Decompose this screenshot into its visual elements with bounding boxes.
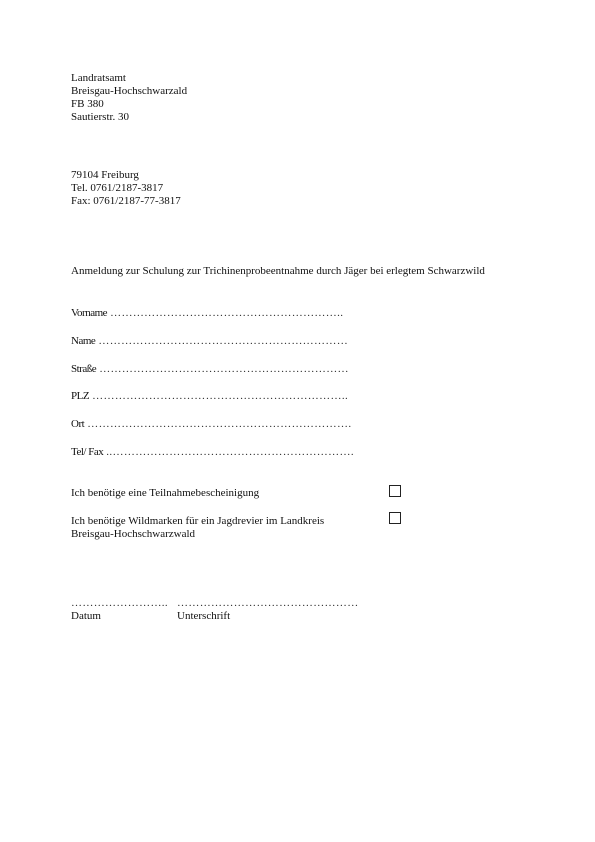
contact-phone: Tel. 0761/2187-3817 xyxy=(71,182,164,194)
field-tel-fax-line[interactable]: ..………………………………………………………. xyxy=(103,446,354,458)
wildmarken-label-line-1: Ich benötige Wildmarken für ein Jagdrevier im Landkreis xyxy=(71,515,325,527)
wildmarken-label xyxy=(71,515,324,541)
address-line-office: Landratsamt xyxy=(71,72,126,84)
participation-label: Ich benötige eine Teilnahmebescheinigung xyxy=(71,487,260,499)
date-field[interactable] xyxy=(71,597,168,623)
contact-block xyxy=(71,169,181,208)
field-plz-label: PLZ xyxy=(71,390,90,402)
field-ort[interactable] xyxy=(71,418,351,431)
field-plz-line[interactable]: ………………………………………………………….. xyxy=(89,390,349,402)
field-tel-fax-label: Tel/ Fax xyxy=(71,446,104,458)
field-tel-fax[interactable] xyxy=(71,446,354,459)
field-vorname-label: Vorname xyxy=(71,307,108,319)
field-plz[interactable] xyxy=(71,390,348,403)
field-strasse-line[interactable]: ………………………………………………………… xyxy=(96,363,349,375)
date-label: Datum xyxy=(71,610,101,622)
field-strasse[interactable] xyxy=(71,363,349,376)
wildmarken-label-line-2: Breisgau-Hochschwarzwald xyxy=(71,528,196,540)
address-line-street: Sautierstr. 30 xyxy=(71,111,130,123)
participation-checkbox[interactable] xyxy=(389,485,401,497)
field-vorname-line[interactable]: …………………………………………………….. xyxy=(107,307,344,319)
field-name[interactable] xyxy=(71,335,348,348)
field-strasse-label: Straße xyxy=(71,363,97,375)
field-vorname[interactable] xyxy=(71,307,343,320)
address-line-district: Breisgau-Hochschwarzald xyxy=(71,85,188,97)
document-title: Anmeldung zur Schulung zur Trichinenprobeentnahme durch Jäger bei erlegtem Schwarzwild xyxy=(71,265,485,277)
field-ort-line[interactable]: ……………………………………………………………. xyxy=(84,418,352,430)
date-line[interactable]: …………………….. xyxy=(71,597,168,609)
contact-fax: Fax: 0761/2187-77-3817 xyxy=(71,195,181,207)
field-name-label: Name xyxy=(71,335,96,347)
recipient-address xyxy=(71,72,187,124)
signature-field[interactable] xyxy=(177,597,359,623)
address-line-department: FB 380 xyxy=(71,98,104,110)
field-ort-label: Ort xyxy=(71,418,85,430)
field-name-line[interactable]: ………………………………………………………… xyxy=(95,335,349,347)
wildmarken-checkbox[interactable] xyxy=(389,512,401,524)
contact-city: 79104 Freiburg xyxy=(71,169,139,181)
signature-label: Unterschrift xyxy=(177,610,231,622)
signature-line[interactable]: ………………………………………… xyxy=(177,597,359,609)
